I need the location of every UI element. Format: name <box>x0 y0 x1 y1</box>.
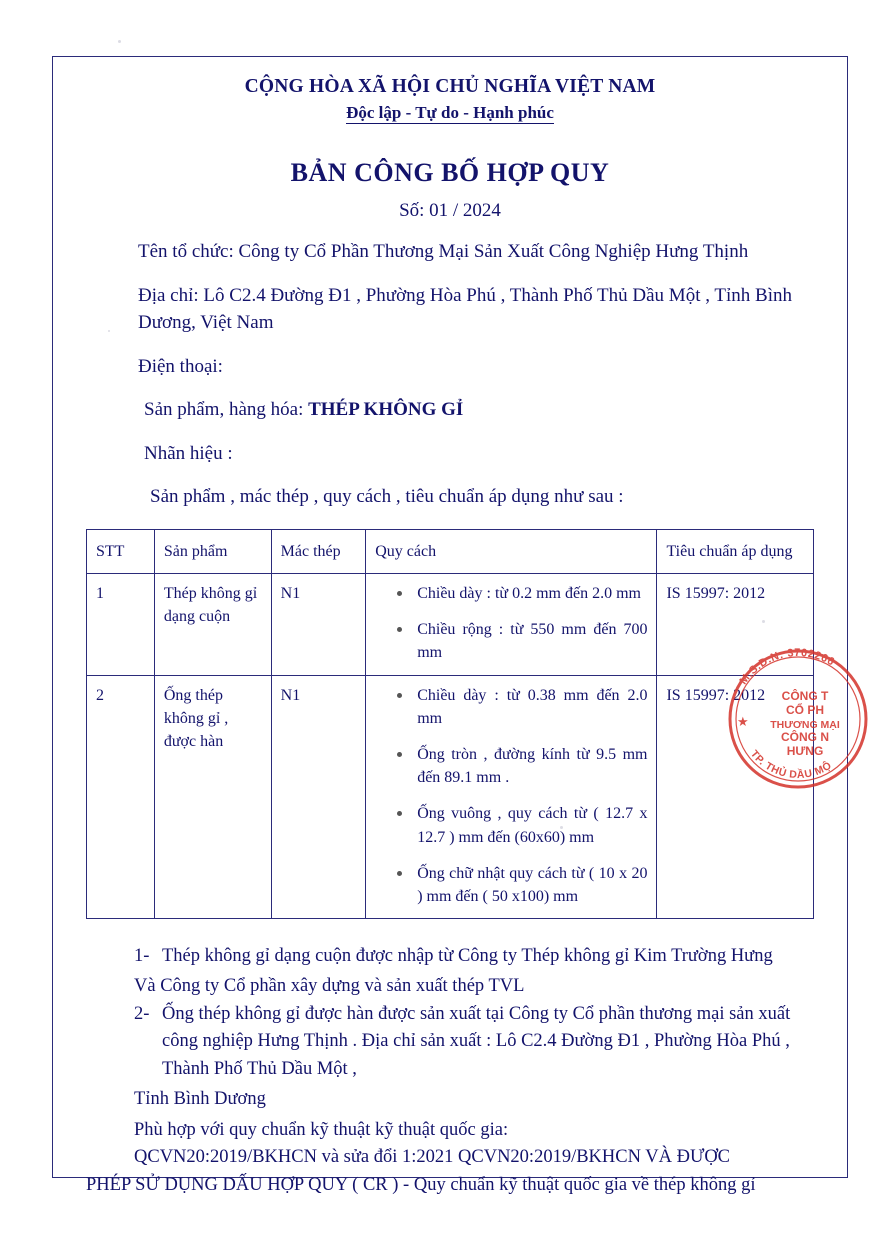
address-line: Địa chỉ: Lô C2.4 Đường Đ1 , Phường Hòa Phú , Thành Phố Thủ Dầu Một , Tỉnh Bình Dương, Việt Nam <box>138 284 792 334</box>
table-intro: Sản phẩm , mác thép , quy cách , tiêu chuẩn áp dụng như sau : <box>150 486 624 508</box>
standard-line-2: PHÉP SỬ DỤNG DẤU HỢP QUY ( CR ) - Quy chuẩn kỹ thuật quốc gia về thép không gỉ <box>86 1175 756 1196</box>
header-product: Sản phẩm <box>154 529 271 573</box>
spec-item: Chiều rộng : từ 550 mm đến 700 mm <box>395 618 647 664</box>
document-content <box>52 56 848 1200</box>
header-stt: STT <box>87 529 155 573</box>
document-number: Số: 01 / 2024 <box>399 200 501 221</box>
stamp-line-4: CÔNG N <box>781 730 829 744</box>
product-value: THÉP KHÔNG GỈ <box>308 399 464 421</box>
scan-speck <box>762 620 765 623</box>
national-heading: CỘNG HÒA XÃ HỘI CHỦ NGHĨA VIỆT NAM <box>244 76 656 97</box>
stamp-tax-code: M.S.D.N: 3702266 <box>737 646 837 687</box>
note-item-1 <box>86 943 814 971</box>
scan-speck <box>560 826 563 829</box>
scan-speck <box>118 40 121 43</box>
note-text-2: Ống thép không gỉ được hàn được sản xuất tại Công ty Cổ phần thương mại sản xuất công nghiệp Hưng Thịnh . Địa chỉ sản xuất : Lô C2.4 Đường Đ1 , Phường Hòa Phú , Thành Phố Thủ Dầu Một , <box>162 1003 791 1080</box>
table-row <box>87 574 814 676</box>
stamp-arc-bottom: TP. THỦ DẦU MỘ <box>747 748 834 782</box>
cell-spec <box>366 675 657 919</box>
cell-grade: N1 <box>271 574 366 676</box>
cell-standard: IS 15997: 2012 <box>657 675 814 919</box>
header-spec: Quy cách <box>366 529 657 573</box>
spec-item: Ống tròn , đường kính từ 9.5 mm đến 89.1 mm . <box>395 743 647 789</box>
document-title: BẢN CÔNG BỐ HỢP QUY <box>290 158 610 187</box>
cell-stt: 1 <box>87 574 155 676</box>
standard-line-1: QCVN20:2019/BKHCN và sửa đổi 1:2021 QCVN20:2019/BKHCN VÀ ĐƯỢC <box>134 1147 731 1168</box>
cell-standard: IS 15997: 2012 <box>657 574 814 676</box>
note-number-1: 1- <box>134 946 150 967</box>
notes-section <box>86 943 814 1200</box>
table-row <box>87 675 814 919</box>
brand-line: Nhãn hiệu : <box>144 442 233 464</box>
stamp-star-left: ★ <box>737 714 749 729</box>
note-item-2 <box>86 1001 814 1084</box>
cell-grade: N1 <box>271 675 366 919</box>
spec-item: Chiều dày : từ 0.38 mm đến 2.0 mm <box>395 684 647 730</box>
product-line <box>86 396 814 424</box>
stamp-line-1: CÔNG T <box>781 689 829 703</box>
cell-stt: 2 <box>87 675 155 919</box>
stamp-line-3: THƯƠNG MẠI <box>770 719 840 731</box>
phone-line: Điện thoại: <box>138 355 223 377</box>
spec-item: Chiều dày : từ 0.2 mm đến 2.0 mm <box>395 582 647 605</box>
table-header-row <box>87 529 814 573</box>
spec-item: Ống vuông , quy cách từ ( 12.7 x 12.7 ) mm đến (60x60) mm <box>395 802 647 848</box>
spec-list <box>375 684 647 909</box>
motto-text: Độc lập - Tự do - Hạnh phúc <box>346 103 554 122</box>
stamp-line-2: CỔ PH <box>785 703 825 717</box>
header-standard: Tiêu chuẩn áp dụng <box>657 529 814 573</box>
spec-item: Ống chữ nhật quy cách từ ( 10 x 20 ) mm đến ( 50 x100) mm <box>395 862 647 908</box>
note-continuation-2: Tỉnh Bình Dương <box>134 1088 266 1109</box>
cell-product: Thép không gỉ dạng cuộn <box>154 574 271 676</box>
product-label: Sản phẩm, hàng hóa: <box>144 399 304 421</box>
header-grade: Mác thép <box>271 529 366 573</box>
spec-list <box>375 582 647 665</box>
stamp-line-5: HƯNG <box>786 744 824 758</box>
cell-spec <box>366 574 657 676</box>
conformity-line: Phù hợp với quy chuẩn kỹ thuật kỹ thuật quốc gia: <box>134 1119 509 1140</box>
specification-table <box>86 529 814 919</box>
note-text-1: Thép không gỉ dạng cuộn được nhập từ Công ty Thép không gỉ Kim Trường Hưng <box>162 946 773 967</box>
cell-product: Ống thép không gỉ , được hàn <box>154 675 271 919</box>
scan-speck <box>108 330 110 332</box>
note-number-2: 2- <box>134 1003 150 1024</box>
note-continuation-1: Và Công ty Cổ phần xây dựng và sản xuất thép TVL <box>134 975 525 996</box>
organization-line: Tên tổ chức: Công ty Cổ Phần Thương Mại Sản Xuất Công Nghiệp Hưng Thịnh <box>138 241 749 262</box>
national-motto <box>86 103 814 123</box>
